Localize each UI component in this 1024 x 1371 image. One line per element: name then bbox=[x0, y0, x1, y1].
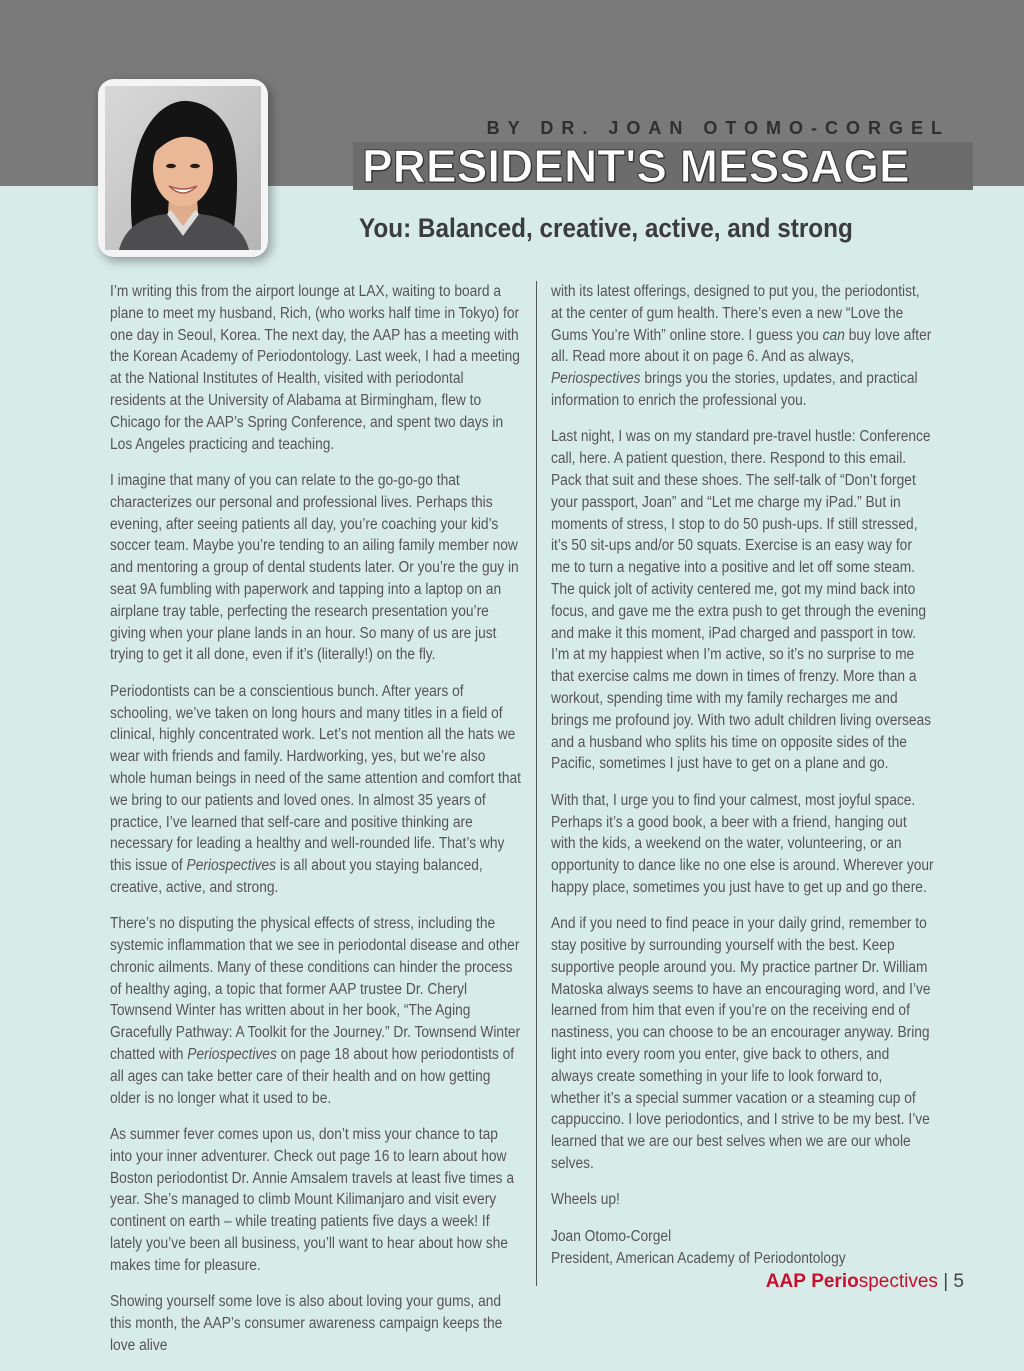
signature-name: Joan Otomo-Corgel bbox=[551, 1227, 672, 1245]
publication-name: Periospectives bbox=[551, 370, 641, 388]
closing-line: Wheels up! bbox=[551, 1191, 620, 1209]
author-photo-frame bbox=[98, 79, 268, 257]
paragraph: I’m writing this from the airport lounge at LAX, waiting to board a plane to meet my husband, Rich, (who works half time in Tokyo) for one day in Seoul, Korea. The next day, the AAP has a meeting with the Korean Academy of Periodontology. Last week, I had a meeting at the National Institutes of Health, visited with periodontal residents at the University of Alabama at Birmingham, flew to Chicago for the AAP’s Spring Conference, and spent two days in Los Angeles practicing and teaching. bbox=[110, 283, 520, 453]
publication-name: Periospectives bbox=[186, 857, 277, 875]
article-subtitle: You: Balanced, creative, active, and strong bbox=[359, 213, 853, 243]
footer-magazine-name-bold: Perio bbox=[811, 1271, 859, 1292]
text-run: with its latest offerings, designed to put you, the periodontist, at the center of gum health. There’s even a new “Love the Gums You’re With” online store. I guess you bbox=[551, 283, 920, 344]
page-footer bbox=[700, 1271, 964, 1293]
byline: BY DR. JOAN OTOMO-CORGEL bbox=[486, 118, 950, 138]
text-run: Periodontists can be a conscientious bunch. After years of schooling, we’ve taken on long hours and many titles in a field of clinical, highly concentrated work. Let’s not mention all the hats we wear with friends and family. Hardworking, yes, but we’re also whole human beings in need of the same attention and comfort that we bring to our patients and loved ones. In almost 35 years of practice, I’ve learned that self-care and positive thinking are necessary for leading a healthy and well-rounded life. That’s why this issue of bbox=[110, 682, 521, 875]
footer-magazine-name: spectives bbox=[858, 1271, 938, 1292]
footer-separator: | bbox=[943, 1271, 949, 1292]
publication-name: Periospectives bbox=[187, 1046, 277, 1064]
paragraph bbox=[110, 681, 522, 899]
left-column bbox=[110, 281, 522, 1371]
page-number: 5 bbox=[953, 1271, 964, 1292]
page-title: PRESIDENT'S MESSAGE bbox=[362, 140, 910, 192]
column-divider bbox=[536, 281, 537, 1286]
paragraph: With that, I urge you to find your calmest, most joyful space. Perhaps it’s a good book, a beer with a friend, hanging out with the kids, a weekend on the water, volunteering, or an opportunity to dance like no one else is around. Wherever your happy place, sometimes you just have to get up and go there. bbox=[551, 791, 934, 896]
author-photo bbox=[105, 86, 261, 250]
paragraph: Last night, I was on my standard pre-travel hustle: Conference call, here. A patient question, there. Respond to this email. Pack that suit and these shoes. The self-talk of “Don’t forget your passport, Joan” and “Let me charge my iPad.” But in moments of stress, I stop to do 50 push-ups. If still stressed, it’s 50 sit-ups and/or 50 squats. Exercise is an easy way for me to turn a negative into a positive and let off some steam. The quick jolt of activity centered me, got my mind back into focus, and gave me the extra push to get through the evening and make it this moment, iPad charged and passport in tow. I’m at my happiest when I’m active, so it’s no surprise to me that exercise calms me down in times of frenzy. More than a workout, spending time with my family recharges me and brings me profound joy. With two adult children living overseas and a husband who splits his time on opposite sides of the Pacific, sometimes I just have to get on a plane and go. bbox=[551, 428, 932, 773]
paragraph: And if you need to find peace in your daily grind, remember to stay positive by surrounding yourself with the best. Keep supportive people around you. My practice partner Dr. William Matoska always seems to have an encouraging word, and I’ve learned from him that even if you’re on the receiving end of nastiness, you can choose to be an encourager anyway. Bring light into every room you enter, give back to others, and always create something in your life to look forward to, whether it’s a special summer vacation or a steaming cup of cappuccino. I love periodontics, and I strive to be my best. I’ve learned that we are our best selves when we are our whole selves. bbox=[551, 915, 931, 1173]
text-run: is all about you staying balanced, creative, active, and strong. bbox=[110, 857, 483, 896]
emphasis: can bbox=[822, 326, 845, 344]
text-run: brings you the stories, updates, and practical information to enrich the professional you. bbox=[551, 370, 918, 409]
footer-aap-logo: AAP bbox=[765, 1271, 806, 1292]
text-run: buy love after all. Read more about it on page 6. And as always, bbox=[551, 326, 932, 366]
signature-title: President, American Academy of Periodontology bbox=[551, 1249, 846, 1267]
paragraph: Showing yourself some love is also about loving your gums, and this month, the AAP’s consumer awareness campaign keeps the love alive bbox=[110, 1293, 503, 1354]
text-run: on page 18 about how periodontists of all ages can take better care of their health and on how getting older is no longer what it used to be. bbox=[110, 1046, 515, 1107]
paragraph: I imagine that many of you can relate to the go-go-go that characterizes our personal and professional lives. Perhaps this evening, after seeing patients all day, you’re coaching your kid’s soccer team. Maybe you’re tending to an ailing family member now and mentoring a group of dental students later. Or you’re the guy in seat 9A fumbling with paperwork and tapping into a laptop on an airplane tray table, perfecting the research presentation you’re giving when your plane lands in an hour. So many of us are just trying to get it all done, even if it’s (literally!) on the fly. bbox=[110, 471, 519, 664]
text-run: There’s no disputing the physical effects of stress, including the systemic inflammation that we see in periodontal disease and other chronic ailments. Many of these conditions can hinder the process of healthy aging, a topic that former AAP trustee Dr. Cheryl Townsend Winter has written about in her book, “The Aging Gracefully Pathway: A Toolkit for the Journey.” Dr. Townsend Winter chatted with bbox=[110, 915, 521, 1064]
paragraph: As summer fever comes upon us, don’t miss your chance to tap into your inner adventurer. Check out page 16 to learn about how Boston periodontist Dr. Annie Amsalem travels at least five times a year. She’s managed to climb Mount Kilimanjaro and visit every continent on earth – while treating patients five days a week! If lately you’ve been all business, you’ll want to hear about how she makes time for pleasure. bbox=[110, 1126, 515, 1274]
paragraph bbox=[110, 913, 522, 1109]
paragraph bbox=[551, 281, 934, 412]
right-column bbox=[551, 281, 934, 1284]
signature bbox=[551, 1226, 934, 1270]
